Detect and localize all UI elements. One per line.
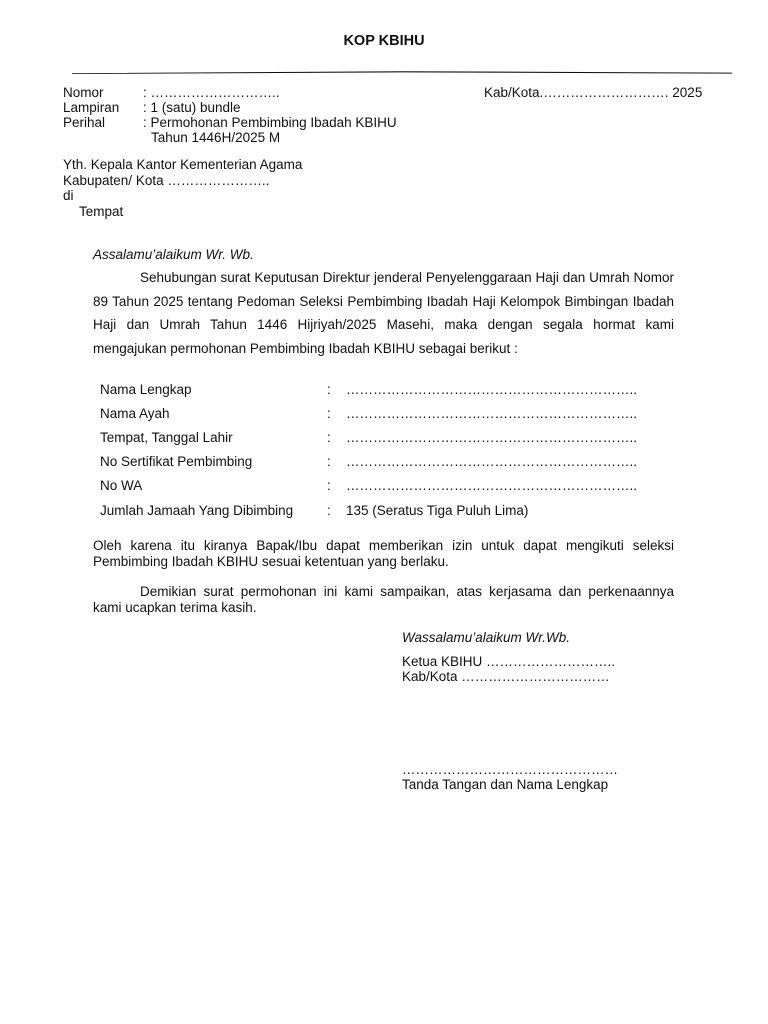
body-paragraph-2: Oleh karena itu kiranya Bapak/Ibu dapat memberikan izin untuk dapat mengikuti seleksi Pembimbing Ibadah KBIHU sesuai ketentuan yang berlaku. [93,538,674,569]
field-value: ……………………………………………………….. [346,478,638,493]
field-colon: : [327,478,331,493]
field-value: ……………………………………………………….. [346,406,638,421]
letterhead-title: KOP KBIHU [343,33,425,49]
field-value: ……………………………………………………….. [346,430,638,445]
field-label: Nama Lengkap [100,382,192,397]
nomor-label: Nomor [63,85,104,100]
closing-role: Ketua KBIHU ……………………….. [402,654,616,669]
recipient-line3: di [63,188,74,203]
perihal-label: Perihal [63,115,106,130]
body-paragraph-1: Sehubungan surat Keputusan Direktur jenderal Penyelenggaraan Haji dan Umrah Nomor 89 Tahun 2025 tentang Pedoman Seleksi Pembimbing Ibadah Haji Kelompok Bimbingan Ibadah Haji dan Umrah Tahun 1446 Hijriyah/2025 Masehi, maka dengan segala hormat kami mengajukan permohonan Pembimbing Ibadah KBIHU sebagai berikut : [93,270,674,356]
closing-salam: Wassalamu’alaikum Wr.Wb. [402,630,571,645]
signature-caption: Tanda Tangan dan Nama Lengkap [402,777,609,792]
recipient-line4: Tempat [79,204,124,219]
field-colon: : [327,406,331,421]
field-value: 135 (Seratus Tiga Puluh Lima) [346,503,529,518]
lampiran-value: : 1 (satu) bundle [143,100,241,115]
closing-city: Kab/Kota …………………………… [402,669,610,684]
recipient-line2: Kabupaten/ Kota ………………….. [63,173,270,188]
nomor-value: : ……………………….. [143,85,280,100]
field-value: ……………………………………………………….. [346,382,638,397]
letterhead-rule [72,71,732,74]
recipient-line1: Yth. Kepala Kantor Kementerian Agama [63,157,303,172]
field-colon: : [327,430,331,445]
field-value: ……………………………………………………….. [346,454,638,469]
perihal-value: : Permohonan Pembimbing Ibadah KBIHU [143,115,397,130]
field-colon: : [327,454,331,469]
field-colon: : [327,503,331,518]
perihal-value-line2: Tahun 1446H/2025 M [151,130,281,145]
place-date: Kab/Kota.………………………. 2025 [484,85,703,100]
field-label: Nama Ayah [100,406,170,421]
lampiran-label: Lampiran [63,100,120,115]
field-label: Tempat, Tanggal Lahir [100,430,233,445]
field-colon: : [327,382,331,397]
field-label: No Sertifikat Pembimbing [100,454,253,469]
signature-line: ………………………………………… [402,762,618,777]
greeting: Assalamu’alaikum Wr. Wb. [93,247,254,262]
field-label: Jumlah Jamaah Yang Dibimbing [100,503,294,518]
field-label: No WA [100,478,143,493]
body-paragraph-3: Demikian surat permohonan ini kami sampaikan, atas kerjasama dan perkenaannya kami ucapkan terima kasih. [93,584,674,615]
